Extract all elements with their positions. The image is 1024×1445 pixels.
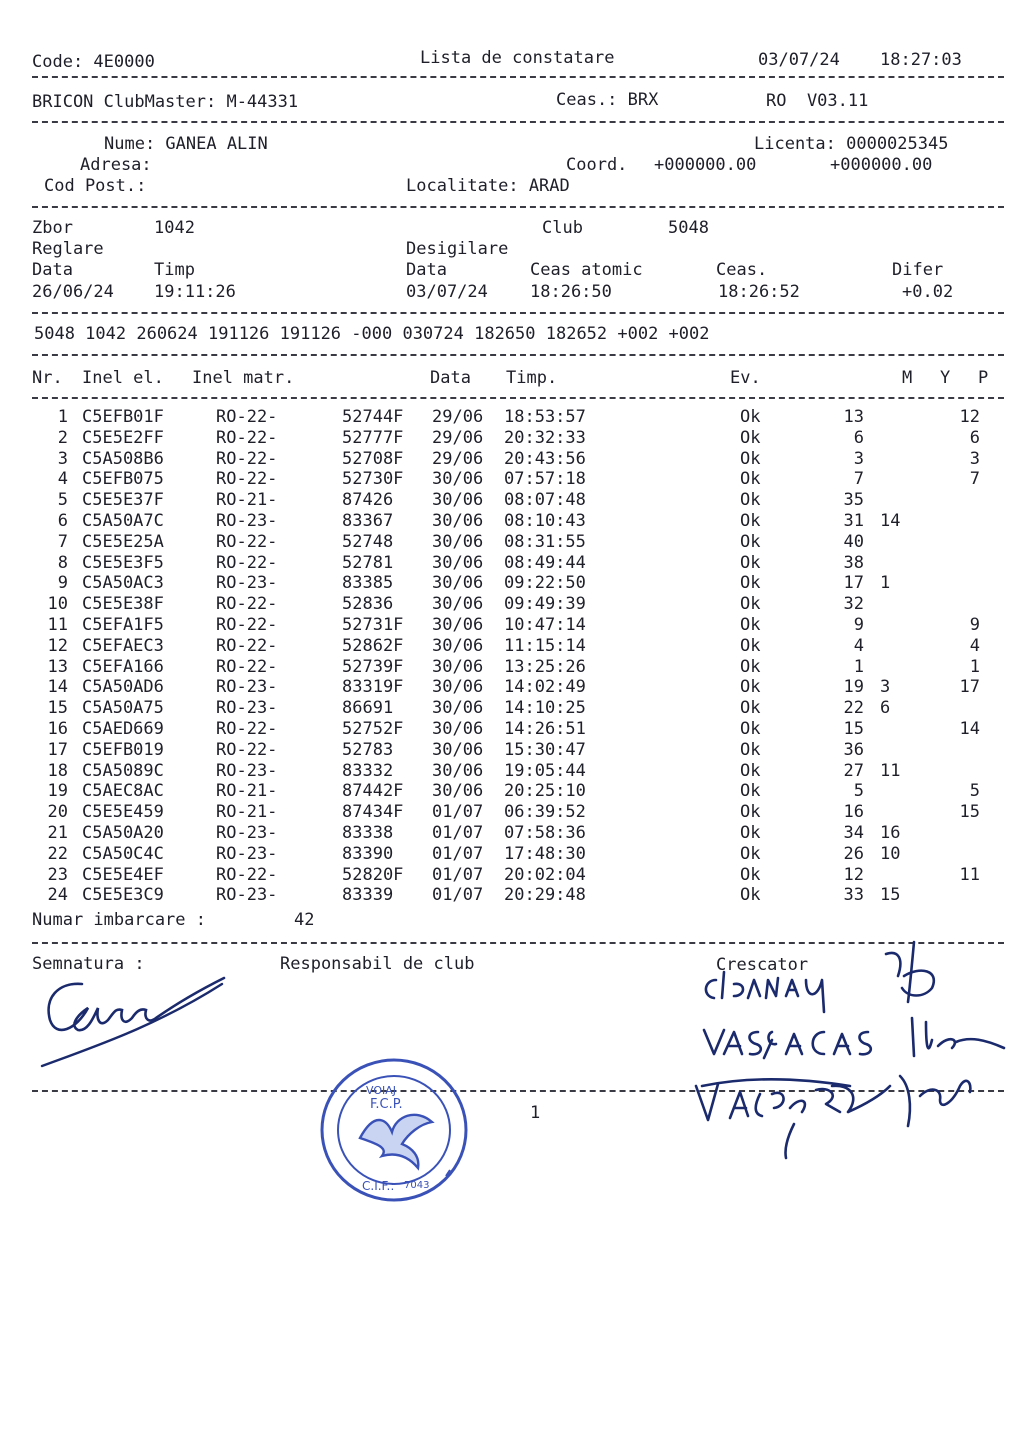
electronic-ring: C5A50AD6 xyxy=(82,677,164,698)
rank-y: 11 xyxy=(880,760,901,781)
electronic-ring: C5A5089C xyxy=(82,760,164,781)
arrival-date: 29/06 xyxy=(432,427,484,448)
arrival-date: 30/06 xyxy=(432,594,484,615)
registration-ring-number: 52781 xyxy=(342,552,394,573)
ceas-atomic-label: Ceas atomic xyxy=(530,260,643,280)
rank-m: 4 xyxy=(853,635,864,656)
event-status: Ok xyxy=(740,490,761,511)
rank-m: 7 xyxy=(853,469,864,490)
rank-p: 12 xyxy=(959,407,980,427)
data-label: Data xyxy=(32,260,73,280)
registration-ring-number: 52708F xyxy=(342,448,404,469)
col-header-m: M xyxy=(902,368,913,388)
software-version: RO V03.11 xyxy=(766,91,869,111)
electronic-ring: C5A508B6 xyxy=(82,448,164,469)
event-status: Ok xyxy=(740,698,761,719)
row-number: 9 xyxy=(57,573,68,594)
event-status: Ok xyxy=(740,448,761,469)
zbor-label: Zbor xyxy=(32,218,73,238)
reglare-date: 26/06/24 xyxy=(32,282,114,302)
print-date: 03/07/24 xyxy=(758,50,840,70)
separator xyxy=(32,121,1004,123)
svg-text:C.I.F.:: C.I.F.: xyxy=(362,1179,395,1193)
registration-ring-prefix: RO-23- xyxy=(216,843,278,864)
code-line: 5048 1042 260624 191126 191126 -000 030724 182650 182652 +002 +002 xyxy=(34,324,710,344)
arrival-time: 06:39:52 xyxy=(504,802,586,823)
svg-text:F.C.P.: F.C.P. xyxy=(370,1097,403,1112)
svg-text:VOIAJ: VOIAJ xyxy=(366,1084,397,1097)
registration-ring-number: 83339 xyxy=(342,885,394,906)
rank-m: 9 xyxy=(853,615,864,635)
arrival-date: 30/06 xyxy=(432,552,484,573)
row-number: 7 xyxy=(57,531,68,552)
row-number: 15 xyxy=(47,698,68,719)
registration-ring-number: 52748 xyxy=(342,531,394,552)
print-time: 18:27:03 xyxy=(880,50,962,70)
row-number: 18 xyxy=(47,760,68,781)
rank-m: 17 xyxy=(843,573,864,594)
arrival-time: 20:25:10 xyxy=(504,781,586,802)
arrival-time: 08:31:55 xyxy=(504,531,586,552)
rank-m: 19 xyxy=(843,677,864,698)
row-number: 23 xyxy=(47,864,68,885)
rank-y: 16 xyxy=(880,823,901,843)
registration-ring-number: 87434F xyxy=(342,802,404,823)
electronic-ring: C5E5E25A xyxy=(82,531,164,552)
electronic-ring: C5EFA166 xyxy=(82,656,164,677)
row-number: 2 xyxy=(57,427,68,448)
separator xyxy=(32,397,1004,399)
rank-p: 4 xyxy=(969,635,980,656)
rank-p: 7 xyxy=(969,469,980,490)
rank-p: 1 xyxy=(969,656,980,677)
registration-ring-prefix: RO-22- xyxy=(216,552,278,573)
arrival-date: 30/06 xyxy=(432,615,484,635)
registration-ring-prefix: RO-23- xyxy=(216,677,278,698)
zbor-value: 1042 xyxy=(154,218,195,238)
row-number: 6 xyxy=(57,511,68,531)
rank-p: 11 xyxy=(959,864,980,885)
col-header-nr: Nr. xyxy=(32,368,63,388)
row-number: 4 xyxy=(57,469,68,490)
event-status: Ok xyxy=(740,864,761,885)
row-number: 19 xyxy=(47,781,68,802)
rank-m: 1 xyxy=(853,656,864,677)
arrival-time: 08:07:48 xyxy=(504,490,586,511)
rank-m: 38 xyxy=(843,552,864,573)
arrival-date: 01/07 xyxy=(432,843,484,864)
arrival-time: 20:02:04 xyxy=(504,864,586,885)
rank-m: 16 xyxy=(843,802,864,823)
rank-p: 14 xyxy=(959,719,980,739)
boarding-count: 42 xyxy=(294,910,315,930)
arrival-time: 09:22:50 xyxy=(504,573,586,594)
row-number: 11 xyxy=(47,615,68,635)
code-label: Code: 4E0000 xyxy=(32,52,155,72)
rank-p: 5 xyxy=(969,781,980,802)
arrival-time: 09:49:39 xyxy=(504,594,586,615)
arrival-date: 01/07 xyxy=(432,823,484,843)
registration-ring-prefix: RO-21- xyxy=(216,781,278,802)
separator xyxy=(32,76,1004,78)
event-status: Ok xyxy=(740,469,761,490)
event-status: Ok xyxy=(740,885,761,906)
registration-ring-number: 52777F xyxy=(342,427,404,448)
arrival-time: 14:26:51 xyxy=(504,719,586,739)
arrival-date: 29/06 xyxy=(432,407,484,427)
electronic-ring: C5A50A20 xyxy=(82,823,164,843)
electronic-ring: C5E5E37F xyxy=(82,490,164,511)
col-header-inel-matr: Inel matr. xyxy=(192,368,295,388)
registration-ring-number: 52731F xyxy=(342,615,404,635)
event-status: Ok xyxy=(740,823,761,843)
reglare-label: Reglare xyxy=(32,239,104,259)
registration-ring-prefix: RO-23- xyxy=(216,760,278,781)
page-number: 1 xyxy=(530,1103,541,1123)
separator xyxy=(32,354,1004,356)
arrival-date: 30/06 xyxy=(432,573,484,594)
arrival-date: 30/06 xyxy=(432,469,484,490)
registration-ring-prefix: RO-23- xyxy=(216,573,278,594)
club-value: 5048 xyxy=(668,218,709,238)
electronic-ring: C5E5E459 xyxy=(82,802,164,823)
rank-m: 32 xyxy=(843,594,864,615)
registration-ring-number: 52744F xyxy=(342,407,404,427)
arrival-time: 14:02:49 xyxy=(504,677,586,698)
event-status: Ok xyxy=(740,511,761,531)
desigilare-label: Desigilare xyxy=(406,239,509,259)
desigilare-date: 03/07/24 xyxy=(406,282,488,302)
registration-ring-number: 52836 xyxy=(342,594,394,615)
electronic-ring: C5EFB019 xyxy=(82,739,164,760)
rank-m: 26 xyxy=(843,843,864,864)
arrival-time: 10:47:14 xyxy=(504,615,586,635)
registration-ring-number: 83367 xyxy=(342,511,394,531)
reglare-time: 19:11:26 xyxy=(154,282,236,302)
electronic-ring: C5AEC8AC xyxy=(82,781,164,802)
electronic-ring: C5EFB01F xyxy=(82,407,164,427)
arrival-date: 30/06 xyxy=(432,698,484,719)
row-number: 1 xyxy=(57,407,68,427)
rank-m: 6 xyxy=(853,427,864,448)
rank-m: 5 xyxy=(853,781,864,802)
arrival-time: 20:43:56 xyxy=(504,448,586,469)
registration-ring-prefix: RO-22- xyxy=(216,864,278,885)
event-status: Ok xyxy=(740,843,761,864)
clubmaster-id: BRICON ClubMaster: M-44331 xyxy=(32,92,299,112)
registration-ring-number: 52739F xyxy=(342,656,404,677)
rank-p: 15 xyxy=(959,802,980,823)
registration-ring-prefix: RO-21- xyxy=(216,490,278,511)
registration-ring-number: 83385 xyxy=(342,573,394,594)
separator xyxy=(32,206,1004,208)
electronic-ring: C5E5E3C9 xyxy=(82,885,164,906)
arrival-time: 20:29:48 xyxy=(504,885,586,906)
event-status: Ok xyxy=(740,427,761,448)
rank-m: 12 xyxy=(843,864,864,885)
registration-ring-number: 52730F xyxy=(342,469,404,490)
registration-ring-prefix: RO-23- xyxy=(216,511,278,531)
document-title: Lista de constatare xyxy=(420,48,615,68)
atomic-clock-time: 18:26:50 xyxy=(530,282,612,302)
breeder-label: Crescator xyxy=(716,955,809,975)
event-status: Ok xyxy=(740,552,761,573)
registration-ring-prefix: RO-22- xyxy=(216,531,278,552)
arrival-date: 30/06 xyxy=(432,739,484,760)
data-label: Data xyxy=(406,260,447,280)
arrival-time: 11:15:14 xyxy=(504,635,586,656)
registration-ring-prefix: RO-21- xyxy=(216,802,278,823)
rank-p: 3 xyxy=(969,448,980,469)
arrival-date: 29/06 xyxy=(432,448,484,469)
rank-y: 10 xyxy=(880,843,901,864)
event-status: Ok xyxy=(740,531,761,552)
col-header-p: P xyxy=(978,368,989,388)
rank-m: 22 xyxy=(843,698,864,719)
event-status: Ok xyxy=(740,677,761,698)
rank-m: 3 xyxy=(853,448,864,469)
row-number: 24 xyxy=(47,885,68,906)
registration-ring-number: 86691 xyxy=(342,698,394,719)
signature-label: Semnatura : xyxy=(32,954,145,974)
registration-ring-number: 87426 xyxy=(342,490,394,511)
electronic-ring: C5A50A7C xyxy=(82,511,164,531)
arrival-time: 14:10:25 xyxy=(504,698,586,719)
rank-m: 34 xyxy=(843,823,864,843)
registration-ring-prefix: RO-23- xyxy=(216,823,278,843)
registration-ring-prefix: RO-22- xyxy=(216,427,278,448)
rank-y: 1 xyxy=(880,573,891,594)
rank-m: 13 xyxy=(843,407,864,427)
coord-y: +000000.00 xyxy=(830,155,933,175)
rank-y: 3 xyxy=(880,677,891,698)
registration-ring-prefix: RO-22- xyxy=(216,469,278,490)
row-number: 12 xyxy=(47,635,68,656)
event-status: Ok xyxy=(740,635,761,656)
breeder-signatures xyxy=(690,936,1020,1166)
electronic-ring: C5EFB075 xyxy=(82,469,164,490)
registration-ring-prefix: RO-22- xyxy=(216,594,278,615)
electronic-ring: C5A50A75 xyxy=(82,698,164,719)
rank-m: 40 xyxy=(843,531,864,552)
registration-ring-prefix: RO-22- xyxy=(216,448,278,469)
boarding-count-label: Numar imbarcare : xyxy=(32,910,206,930)
rank-y: 14 xyxy=(880,511,901,531)
row-number: 5 xyxy=(57,490,68,511)
col-header-data: Data xyxy=(430,368,471,388)
registration-ring-number: 52783 xyxy=(342,739,394,760)
rank-m: 33 xyxy=(843,885,864,906)
arrival-date: 30/06 xyxy=(432,719,484,739)
registration-ring-prefix: RO-22- xyxy=(216,635,278,656)
arrival-date: 30/06 xyxy=(432,490,484,511)
registration-ring-number: 83332 xyxy=(342,760,394,781)
svg-text:7043: 7043 xyxy=(404,1180,430,1191)
arrival-time: 17:48:30 xyxy=(504,843,586,864)
address-label: Adresa: xyxy=(80,155,152,175)
row-number: 16 xyxy=(47,719,68,739)
event-status: Ok xyxy=(740,407,761,427)
event-status: Ok xyxy=(740,615,761,635)
registration-ring-number: 52752F xyxy=(342,719,404,739)
ceas-id: Ceas.: BRX xyxy=(556,90,659,110)
club-stamp xyxy=(316,1052,476,1206)
registration-ring-number: 87442F xyxy=(342,781,404,802)
registration-ring-prefix: RO-23- xyxy=(216,885,278,906)
event-status: Ok xyxy=(740,719,761,739)
registration-ring-number: 52862F xyxy=(342,635,404,656)
rank-m: 35 xyxy=(843,490,864,511)
row-number: 17 xyxy=(47,739,68,760)
timp-label: Timp xyxy=(154,260,195,280)
event-status: Ok xyxy=(740,802,761,823)
registration-ring-number: 83338 xyxy=(342,823,394,843)
postal-code-label: Cod Post.: xyxy=(44,176,147,196)
rank-p: 17 xyxy=(959,677,980,698)
arrival-time: 20:32:33 xyxy=(504,427,586,448)
coord-x: +000000.00 xyxy=(654,155,757,175)
arrival-date: 30/06 xyxy=(432,635,484,656)
arrival-time: 15:30:47 xyxy=(504,739,586,760)
electronic-ring: C5A50C4C xyxy=(82,843,164,864)
electronic-ring: C5A50AC3 xyxy=(82,573,164,594)
registration-ring-prefix: RO-23- xyxy=(216,698,278,719)
club-responsible-label: Responsabil de club xyxy=(280,954,475,974)
clock-time: 18:26:52 xyxy=(718,282,800,302)
event-status: Ok xyxy=(740,656,761,677)
event-status: Ok xyxy=(740,760,761,781)
arrival-date: 30/06 xyxy=(432,760,484,781)
arrival-time: 07:58:36 xyxy=(504,823,586,843)
rank-m: 27 xyxy=(843,760,864,781)
registration-ring-number: 83390 xyxy=(342,843,394,864)
arrival-time: 08:49:44 xyxy=(504,552,586,573)
col-header-y: Y xyxy=(940,368,951,388)
electronic-ring: C5EFAEC3 xyxy=(82,635,164,656)
arrival-time: 13:25:26 xyxy=(504,656,586,677)
arrival-date: 30/06 xyxy=(432,677,484,698)
registration-ring-number: 52820F xyxy=(342,864,404,885)
rank-y: 6 xyxy=(880,698,891,719)
licence-number: Licenta: 0000025345 xyxy=(754,134,949,154)
row-number: 21 xyxy=(47,823,68,843)
electronic-ring: C5AED669 xyxy=(82,719,164,739)
arrival-date: 01/07 xyxy=(432,802,484,823)
electronic-ring: C5E5E38F xyxy=(82,594,164,615)
registration-ring-prefix: RO-22- xyxy=(216,407,278,427)
arrival-time: 18:53:57 xyxy=(504,407,586,427)
event-status: Ok xyxy=(740,573,761,594)
col-header-timp: Timp. xyxy=(506,368,558,388)
row-number: 13 xyxy=(47,656,68,677)
rank-p: 9 xyxy=(969,615,980,635)
event-status: Ok xyxy=(740,739,761,760)
arrival-time: 19:05:44 xyxy=(504,760,586,781)
club-label: Club xyxy=(542,218,583,238)
separator xyxy=(32,312,1004,314)
arrival-time: 08:10:43 xyxy=(504,511,586,531)
registration-ring-prefix: RO-22- xyxy=(216,739,278,760)
rank-y: 15 xyxy=(880,885,901,906)
col-header-inel-el: Inel el. xyxy=(82,368,164,388)
event-status: Ok xyxy=(740,594,761,615)
registration-ring-prefix: RO-22- xyxy=(216,615,278,635)
electronic-ring: C5EFA1F5 xyxy=(82,615,164,635)
event-status: Ok xyxy=(740,781,761,802)
registration-ring-number: 83319F xyxy=(342,677,404,698)
row-number: 22 xyxy=(47,843,68,864)
difer-label: Difer xyxy=(892,260,944,280)
locality: Localitate: ARAD xyxy=(406,176,570,196)
registration-ring-prefix: RO-22- xyxy=(216,656,278,677)
arrival-date: 30/06 xyxy=(432,511,484,531)
row-number: 8 xyxy=(57,552,68,573)
row-number: 10 xyxy=(47,594,68,615)
owner-signature xyxy=(36,968,236,1078)
arrival-date: 30/06 xyxy=(432,656,484,677)
rank-m: 36 xyxy=(843,739,864,760)
arrival-date: 01/07 xyxy=(432,885,484,906)
electronic-ring: C5E5E3F5 xyxy=(82,552,164,573)
arrival-date: 30/06 xyxy=(432,781,484,802)
ceas-label: Ceas. xyxy=(716,260,768,280)
electronic-ring: C5E5E4EF xyxy=(82,864,164,885)
arrival-date: 30/06 xyxy=(432,531,484,552)
rank-m: 31 xyxy=(843,511,864,531)
registration-ring-prefix: RO-22- xyxy=(216,719,278,739)
coord-label: Coord. xyxy=(566,155,628,175)
row-number: 3 xyxy=(57,448,68,469)
arrival-date: 01/07 xyxy=(432,864,484,885)
owner-name: Nume: GANEA ALIN xyxy=(104,134,268,154)
rank-m: 15 xyxy=(843,719,864,739)
difference: +0.02 xyxy=(902,282,954,302)
row-number: 14 xyxy=(47,677,68,698)
col-header-ev: Ev. xyxy=(730,368,761,388)
rank-p: 6 xyxy=(969,427,980,448)
row-number: 20 xyxy=(47,802,68,823)
arrival-time: 07:57:18 xyxy=(504,469,586,490)
electronic-ring: C5E5E2FF xyxy=(82,427,164,448)
